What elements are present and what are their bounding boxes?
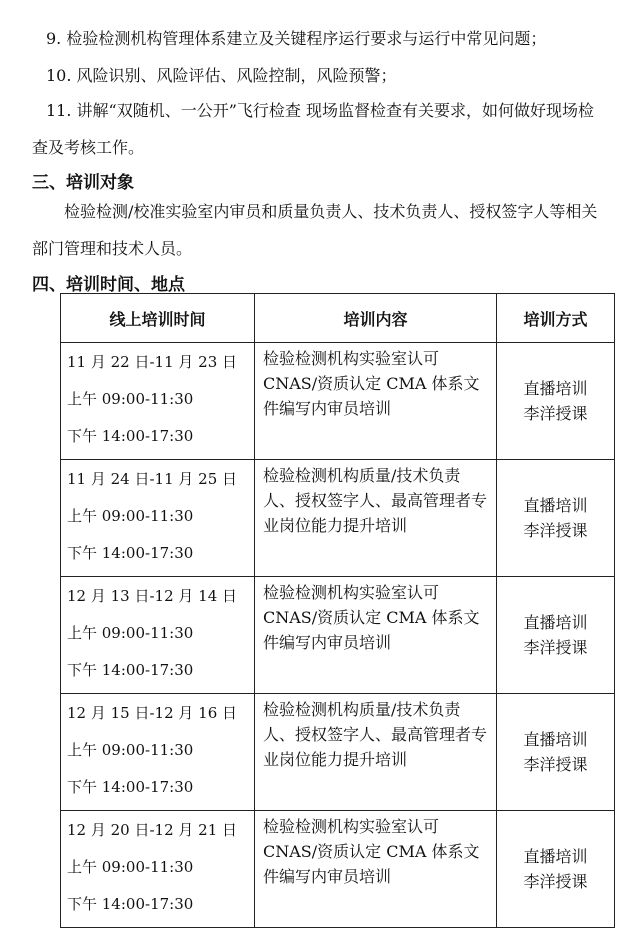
method-cell <box>497 577 615 694</box>
morning-time: 上午 09:00-11:30 <box>67 858 194 876</box>
table-row <box>61 460 615 577</box>
afternoon-time: 下午 14:00-17:30 <box>67 895 194 913</box>
method-cell <box>497 694 615 811</box>
table-header-row <box>61 294 615 343</box>
table-row <box>61 694 615 811</box>
content-cell: 检验检测机构质量/技术负责人、授权签字人、最高管理者专业岗位能力提升培训 <box>255 694 497 811</box>
method-label: 直播培训 <box>523 730 588 749</box>
time-cell <box>61 343 255 460</box>
list-item-9: 9. 检验检测机构管理体系建立及关键程序运行要求与运行中常见问题； <box>46 29 547 48</box>
afternoon-time: 下午 14:00-17:30 <box>67 778 194 796</box>
date-range: 11 月 22 日-11 月 23 日 <box>67 353 238 371</box>
list-item-11: 11. 讲解“双随机、一公开”飞行检查 现场监督检查有关要求，如何做好现场检查及考核工作。 <box>32 101 594 157</box>
method-label: 直播培训 <box>523 847 588 866</box>
instructor-label: 李洋授课 <box>523 638 588 657</box>
instructor-label: 李洋授课 <box>523 755 588 774</box>
schedule-table <box>60 293 615 928</box>
afternoon-time: 下午 14:00-17:30 <box>67 427 194 445</box>
instructor-label: 李洋授课 <box>523 872 588 891</box>
time-cell <box>61 577 255 694</box>
morning-time: 上午 09:00-11:30 <box>67 624 194 642</box>
method-cell <box>497 811 615 928</box>
section-heading-schedule: 四、培训时间、地点 <box>32 275 185 295</box>
column-header-time: 线上培训时间 <box>61 294 255 343</box>
content-cell: 检验检测机构实验室认可 CNAS/资质认定 CMA 体系文件编写内审员培训 <box>255 577 497 694</box>
section-text-targets: 检验检测/校准实验室内审员和质量负责人、技术负责人、授权签字人等相关部门管理和技术人员。 <box>32 202 598 258</box>
afternoon-time: 下午 14:00-17:30 <box>67 661 194 679</box>
instructor-label: 李洋授课 <box>523 404 588 423</box>
column-header-method: 培训方式 <box>497 294 615 343</box>
content-cell: 检验检测机构实验室认可 CNAS/资质认定 CMA 体系文件编写内审员培训 <box>255 811 497 928</box>
column-header-content: 培训内容 <box>255 294 497 343</box>
instructor-label: 李洋授课 <box>523 521 588 540</box>
method-label: 直播培训 <box>523 379 588 398</box>
content-cell: 检验检测机构实验室认可 CNAS/资质认定 CMA 体系文件编写内审员培训 <box>255 343 497 460</box>
time-cell <box>61 460 255 577</box>
list-item-10: 10. 风险识别、风险评估、风险控制，风险预警； <box>46 66 397 85</box>
table-row <box>61 811 615 928</box>
method-label: 直播培训 <box>523 613 588 632</box>
date-range: 12 月 13 日-12 月 14 日 <box>67 587 238 605</box>
section-heading-targets: 三、培训对象 <box>32 173 134 193</box>
content-cell: 检验检测机构质量/技术负责人、授权签字人、最高管理者专业岗位能力提升培训 <box>255 460 497 577</box>
date-range: 12 月 15 日-12 月 16 日 <box>67 704 238 722</box>
method-cell <box>497 460 615 577</box>
time-cell <box>61 694 255 811</box>
table-row <box>61 577 615 694</box>
morning-time: 上午 09:00-11:30 <box>67 390 194 408</box>
morning-time: 上午 09:00-11:30 <box>67 741 194 759</box>
date-range: 12 月 20 日-12 月 21 日 <box>67 821 238 839</box>
table-row <box>61 343 615 460</box>
afternoon-time: 下午 14:00-17:30 <box>67 544 194 562</box>
morning-time: 上午 09:00-11:30 <box>67 507 194 525</box>
method-cell <box>497 343 615 460</box>
time-cell <box>61 811 255 928</box>
date-range: 11 月 24 日-11 月 25 日 <box>67 470 238 488</box>
method-label: 直播培训 <box>523 496 588 515</box>
